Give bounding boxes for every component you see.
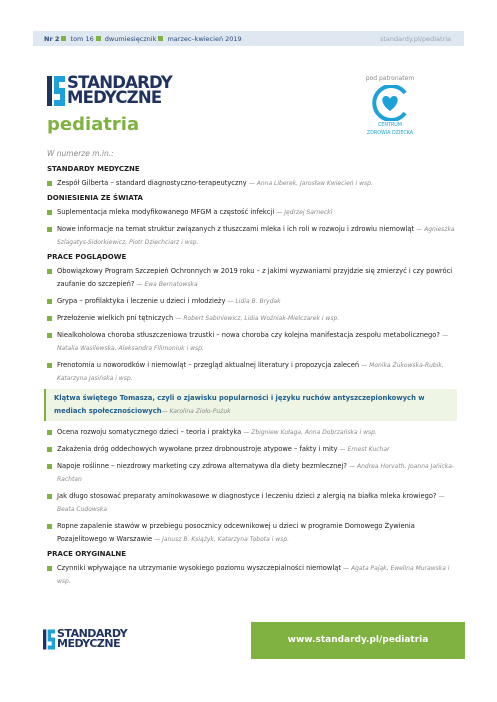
article-title: Przełożenie wielkich pni tętniczych [57, 314, 174, 322]
patronage [355, 75, 425, 137]
article-authors: — Robert Sabiniewicz, Lidia Woźniak-Mielczarek i wsp. [175, 315, 340, 322]
article-title: Niealkoholowa choroba stłuszczeniowa trzustki – nowa choroba czy kolejna manifestacja zespołu metabolicznego? [57, 331, 440, 339]
article-title: Ocena rozwoju somatycznego dzieci – teoria i praktyka [57, 428, 242, 436]
footer-logo-line2: MEDYCZNE [57, 637, 121, 650]
article-authors: — Ernest Kuchar [339, 446, 390, 453]
article-title: Napoje roślinne – niezdrowy marketing czy zdrowa alternatywa dla diety bezmlecznej? [57, 462, 347, 470]
header-site-link[interactable]: standardy.pl/pediatria [380, 35, 451, 43]
journal-title: pediatria [47, 114, 140, 135]
list-item[interactable] [47, 295, 457, 308]
article-authors: — Monika Żukowska-Rubik, Katarzyna Jasińska i wsp. [57, 362, 444, 382]
issue-date: marzec–kwiecień 2019 [167, 35, 242, 43]
list-item[interactable] [47, 460, 457, 486]
highlight-title: Klątwa świętego Tomasza, czyli o zjawisku popularności i języku ruchów antyszczepionkowych w mediach społecznościowych [54, 394, 425, 415]
article-title: Obowiązkowy Program Szczepień Ochronnych w 2019 roku – z jakimi wyzwaniami przyjdzie się zmierzyć i czy powróci zaufanie do szczepień? [57, 267, 453, 288]
issue-number: Nr 2 [44, 35, 60, 43]
article-authors: — Anna Liberek, Jarosław Kwiecień i wsp. [248, 180, 373, 187]
bullet-square-icon [96, 36, 101, 41]
list-item[interactable] [47, 177, 457, 190]
article-title: Czynniki wpływające na utrzymanie wysokiego poziomu wyszczepialności niemowląt [57, 564, 341, 572]
bullet-square-icon [61, 36, 66, 41]
issue-header-bar [33, 31, 464, 46]
article-authors: — Beata Cudowska [57, 493, 445, 513]
list-item[interactable] [47, 312, 457, 325]
highlighted-article[interactable] [44, 389, 457, 421]
logo-mark-icon [47, 76, 65, 106]
patronage-org-line2: ZDROWIA DZIECKA [366, 131, 414, 136]
table-of-contents [47, 149, 457, 592]
list-item[interactable] [47, 206, 457, 219]
frequency: dwumiesięcznik [104, 35, 157, 43]
article-title: Frenotomia u noworodków i niemowląt – przegląd aktualnej literatury i propozycja zaleceń [57, 361, 360, 369]
heart-logo-icon [370, 85, 410, 121]
logo-line1: STANDARDY [67, 73, 172, 92]
article-authors: — Ewa Bernatowska [136, 281, 198, 288]
patronage-org-line1: CENTRUM [378, 123, 402, 128]
article-title: Grypa – profilaktyka i leczenie u dzieci i młodzieży [57, 297, 226, 305]
list-item[interactable] [47, 329, 457, 355]
article-title: Zakażenia dróg oddechowych wywołane przez drobnoustroje atypowe – fakty i mity [57, 445, 338, 453]
list-item[interactable] [47, 562, 457, 588]
article-authors: — Zbigniew Kułaga, Anna Dobrzańska i wsp. [243, 429, 377, 436]
patronage-label: pod patronatem [365, 75, 415, 82]
section-title: PRACE POGLĄDOWE [47, 253, 127, 261]
list-item[interactable] [47, 223, 457, 249]
article-authors: — Janusz B. Książyk, Katarzyna Tobota i wsp. [154, 536, 290, 543]
bullet-square-icon [158, 36, 163, 41]
article-title: Ropne zapalenie stawów w przebiegu posocznicy odcewnikowej u dzieci w programie Domowego Żywienia Pozajelitowego w Warszawie [57, 522, 415, 543]
footer-url-link[interactable]: www.standardy.pl/pediatria [251, 622, 465, 659]
list-item[interactable] [47, 426, 457, 439]
article-authors: — Lidia B. Brydak [227, 298, 281, 305]
issue-info [44, 35, 242, 43]
logo-mark-icon [43, 629, 55, 650]
section-title: STANDARDY MEDYCZNE [47, 165, 140, 173]
article-authors: — Jędrzej Sarnecki [276, 209, 333, 216]
article-authors: — Agnieszka Szlagatys-Sidorkiewicz, Piotr Dziechciarz i wsp. [57, 226, 455, 246]
footer-logo-line1: STANDARDY [57, 627, 128, 640]
article-title: Jak długo stosować preparaty aminokwasowe w diagnostyce i leczeniu dzieci z alergią na białka mleka krowiego? [57, 492, 437, 500]
section-title: PRACE ORYGINALNE [47, 550, 127, 558]
section-title: DONIESIENIA ZE ŚWIATA [47, 194, 143, 202]
contents-intro: W numerze m.in.: [47, 149, 114, 158]
highlight-authors: — Karolina Zioło-Pużuk [161, 408, 231, 415]
list-item[interactable] [47, 359, 457, 385]
list-item[interactable] [47, 520, 457, 546]
article-authors: — Agata Pająk, Ewelina Murawska i wsp. [57, 565, 450, 585]
article-authors: — Natalia Wasilewska, Aleksandra Filimoniuk i wsp. [57, 332, 449, 352]
article-authors: — Andrea Horvath, Joanna Jańicka-Rachtan [57, 463, 455, 483]
list-item[interactable] [47, 443, 457, 456]
article-title: Nowe informacje na temat struktur związanych z tłuszczami mleka i ich roli w rozwoju i zdrowiu niemowląt [57, 225, 415, 233]
list-item[interactable] [47, 490, 457, 516]
list-item[interactable] [47, 265, 457, 291]
article-title: Suplementacja mleka modyfikowanego MFGM a częstość infekcji [57, 208, 275, 216]
article-title: Zespół Gilberta – standard diagnostyczno-terapeutyczny [57, 179, 247, 187]
volume: tom 16 [70, 35, 94, 43]
logo-line2: MEDYCZNE [67, 88, 162, 107]
